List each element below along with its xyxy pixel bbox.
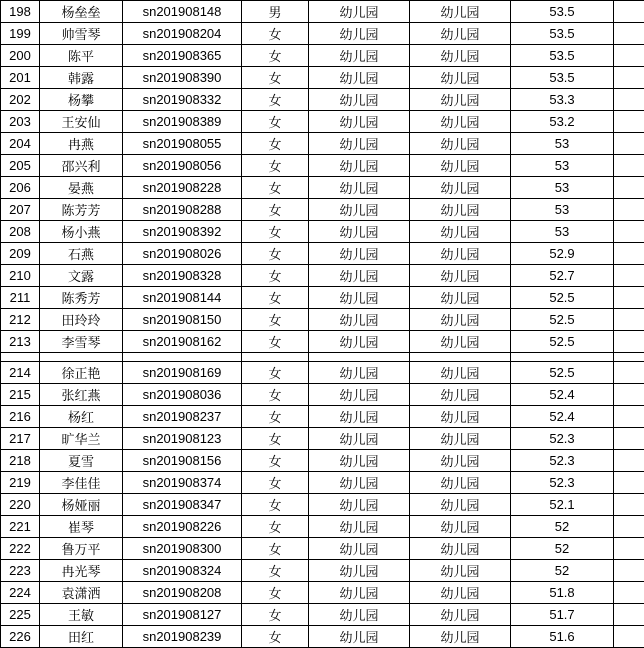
- gap-cell: [410, 353, 511, 362]
- table-row[interactable]: [1, 362, 644, 384]
- cell-note[interactable]: [614, 331, 644, 353]
- cell-score[interactable]: 53.5: [511, 1, 614, 23]
- cell-sn[interactable]: sn201908324: [123, 560, 242, 582]
- cell-subject[interactable]: 幼儿园: [410, 450, 511, 472]
- cell-subject[interactable]: 幼儿园: [410, 604, 511, 626]
- cell-gender[interactable]: 女: [242, 516, 309, 538]
- cell-index[interactable]: 202: [1, 89, 40, 111]
- cell-subject[interactable]: 幼儿园: [410, 111, 511, 133]
- cell-note[interactable]: [614, 626, 644, 648]
- table-body: [1, 1, 644, 648]
- table-row[interactable]: [1, 111, 644, 133]
- cell-note[interactable]: [614, 604, 644, 626]
- cell-subject[interactable]: 幼儿园: [410, 560, 511, 582]
- table-row[interactable]: [1, 450, 644, 472]
- cell-sn[interactable]: sn201908055: [123, 133, 242, 155]
- cell-subject[interactable]: 幼儿园: [410, 177, 511, 199]
- cell-index[interactable]: 210: [1, 265, 40, 287]
- cell-name[interactable]: 李雪琴: [40, 331, 123, 353]
- cell-name[interactable]: 邵兴利: [40, 155, 123, 177]
- cell-stage[interactable]: 幼儿园: [309, 45, 410, 67]
- cell-sn[interactable]: sn201908374: [123, 472, 242, 494]
- cell-note[interactable]: [614, 516, 644, 538]
- cell-stage[interactable]: 幼儿园: [309, 362, 410, 384]
- cell-gender[interactable]: 女: [242, 494, 309, 516]
- cell-stage[interactable]: 幼儿园: [309, 309, 410, 331]
- cell-sn[interactable]: sn201908300: [123, 538, 242, 560]
- cell-name[interactable]: 帅雪琴: [40, 23, 123, 45]
- gap-cell: [242, 353, 309, 362]
- cell-stage[interactable]: 幼儿园: [309, 472, 410, 494]
- cell-index[interactable]: 223: [1, 560, 40, 582]
- table-row[interactable]: [1, 384, 644, 406]
- cell-note[interactable]: [614, 221, 644, 243]
- cell-score[interactable]: 51.7: [511, 604, 614, 626]
- cell-stage[interactable]: 幼儿园: [309, 67, 410, 89]
- cell-stage[interactable]: 幼儿园: [309, 199, 410, 221]
- cell-gender[interactable]: 男: [242, 1, 309, 23]
- cell-note[interactable]: [614, 287, 644, 309]
- cell-gender[interactable]: 女: [242, 538, 309, 560]
- cell-index[interactable]: 206: [1, 177, 40, 199]
- cell-sn[interactable]: sn201908056: [123, 155, 242, 177]
- cell-sn[interactable]: sn201908204: [123, 23, 242, 45]
- cell-note[interactable]: [614, 45, 644, 67]
- cell-gender[interactable]: 女: [242, 604, 309, 626]
- table-row[interactable]: [1, 89, 644, 111]
- cell-stage[interactable]: 幼儿园: [309, 538, 410, 560]
- cell-name[interactable]: 崔琴: [40, 516, 123, 538]
- cell-score[interactable]: 53.2: [511, 111, 614, 133]
- cell-name[interactable]: 李佳佳: [40, 472, 123, 494]
- cell-note[interactable]: [614, 560, 644, 582]
- cell-gender[interactable]: 女: [242, 67, 309, 89]
- cell-score[interactable]: 51.8: [511, 582, 614, 604]
- cell-index[interactable]: 211: [1, 287, 40, 309]
- cell-score[interactable]: 53: [511, 177, 614, 199]
- cell-subject[interactable]: 幼儿园: [410, 287, 511, 309]
- cell-score[interactable]: 52.3: [511, 450, 614, 472]
- table-row[interactable]: [1, 428, 644, 450]
- cell-subject[interactable]: 幼儿园: [410, 362, 511, 384]
- cell-note[interactable]: [614, 1, 644, 23]
- cell-gender[interactable]: 女: [242, 309, 309, 331]
- cell-gender[interactable]: 女: [242, 406, 309, 428]
- cell-note[interactable]: [614, 155, 644, 177]
- cell-sn[interactable]: sn201908347: [123, 494, 242, 516]
- cell-sn[interactable]: sn201908288: [123, 199, 242, 221]
- cell-name[interactable]: 冉光琴: [40, 560, 123, 582]
- cell-sn[interactable]: sn201908127: [123, 604, 242, 626]
- cell-name[interactable]: 张红燕: [40, 384, 123, 406]
- table-row[interactable]: [1, 265, 644, 287]
- cell-gender[interactable]: 女: [242, 384, 309, 406]
- cell-stage[interactable]: 幼儿园: [309, 604, 410, 626]
- gap-cell: [1, 353, 40, 362]
- cell-score[interactable]: 53: [511, 199, 614, 221]
- cell-sn[interactable]: sn201908365: [123, 45, 242, 67]
- cell-subject[interactable]: 幼儿园: [410, 331, 511, 353]
- table-row[interactable]: [1, 45, 644, 67]
- cell-subject[interactable]: 幼儿园: [410, 538, 511, 560]
- cell-stage[interactable]: 幼儿园: [309, 221, 410, 243]
- cell-note[interactable]: [614, 450, 644, 472]
- cell-subject[interactable]: 幼儿园: [410, 199, 511, 221]
- table-row[interactable]: [1, 199, 644, 221]
- gap-cell: [511, 353, 614, 362]
- cell-stage[interactable]: 幼儿园: [309, 1, 410, 23]
- cell-note[interactable]: [614, 582, 644, 604]
- cell-name[interactable]: 石燕: [40, 243, 123, 265]
- cell-note[interactable]: [614, 472, 644, 494]
- cell-stage[interactable]: 幼儿园: [309, 287, 410, 309]
- cell-name[interactable]: 田红: [40, 626, 123, 648]
- cell-score[interactable]: 52.1: [511, 494, 614, 516]
- cell-score[interactable]: 53: [511, 221, 614, 243]
- cell-subject[interactable]: 幼儿园: [410, 133, 511, 155]
- cell-score[interactable]: 53: [511, 155, 614, 177]
- cell-sn[interactable]: sn201908150: [123, 309, 242, 331]
- cell-subject[interactable]: 幼儿园: [410, 384, 511, 406]
- cell-name[interactable]: 陈平: [40, 45, 123, 67]
- cell-stage[interactable]: 幼儿园: [309, 23, 410, 45]
- cell-note[interactable]: [614, 265, 644, 287]
- cell-score[interactable]: 52.5: [511, 362, 614, 384]
- cell-gender[interactable]: 女: [242, 23, 309, 45]
- cell-gender[interactable]: 女: [242, 287, 309, 309]
- table-row[interactable]: [1, 538, 644, 560]
- cell-note[interactable]: [614, 309, 644, 331]
- cell-score[interactable]: 53.3: [511, 89, 614, 111]
- cell-subject[interactable]: 幼儿园: [410, 406, 511, 428]
- cell-stage[interactable]: 幼儿园: [309, 626, 410, 648]
- cell-gender[interactable]: 女: [242, 199, 309, 221]
- cell-index[interactable]: 199: [1, 23, 40, 45]
- cell-name[interactable]: 杨攀: [40, 89, 123, 111]
- gap-cell: [309, 353, 410, 362]
- cell-gender[interactable]: 女: [242, 265, 309, 287]
- table-row[interactable]: [1, 626, 644, 648]
- cell-gender[interactable]: 女: [242, 111, 309, 133]
- cell-index[interactable]: 204: [1, 133, 40, 155]
- cell-stage[interactable]: 幼儿园: [309, 155, 410, 177]
- table-row[interactable]: [1, 177, 644, 199]
- table-row[interactable]: [1, 309, 644, 331]
- cell-note[interactable]: [614, 406, 644, 428]
- cell-index[interactable]: 208: [1, 221, 40, 243]
- cell-gender[interactable]: 女: [242, 428, 309, 450]
- cell-index[interactable]: 201: [1, 67, 40, 89]
- cell-gender[interactable]: 女: [242, 472, 309, 494]
- cell-note[interactable]: [614, 23, 644, 45]
- cell-index[interactable]: 216: [1, 406, 40, 428]
- cell-name[interactable]: 鲁万平: [40, 538, 123, 560]
- table-row[interactable]: [1, 287, 644, 309]
- cell-score[interactable]: 52.5: [511, 331, 614, 353]
- cell-index[interactable]: 225: [1, 604, 40, 626]
- cell-stage[interactable]: 幼儿园: [309, 265, 410, 287]
- cell-index[interactable]: 214: [1, 362, 40, 384]
- cell-score[interactable]: 52: [511, 538, 614, 560]
- cell-stage[interactable]: 幼儿园: [309, 450, 410, 472]
- cell-subject[interactable]: 幼儿园: [410, 516, 511, 538]
- cell-stage[interactable]: 幼儿园: [309, 243, 410, 265]
- cell-index[interactable]: 203: [1, 111, 40, 133]
- cell-sn[interactable]: sn201908332: [123, 89, 242, 111]
- cell-score[interactable]: 53.5: [511, 45, 614, 67]
- table-row[interactable]: [1, 23, 644, 45]
- cell-gender[interactable]: 女: [242, 560, 309, 582]
- cell-name[interactable]: 杨垒垒: [40, 1, 123, 23]
- cell-sn[interactable]: sn201908148: [123, 1, 242, 23]
- cell-gender[interactable]: 女: [242, 450, 309, 472]
- cell-name[interactable]: 杨小燕: [40, 221, 123, 243]
- cell-name[interactable]: 夏雪: [40, 450, 123, 472]
- table-row[interactable]: [1, 604, 644, 626]
- cell-stage[interactable]: 幼儿园: [309, 177, 410, 199]
- cell-note[interactable]: [614, 111, 644, 133]
- cell-subject[interactable]: 幼儿园: [410, 23, 511, 45]
- cell-note[interactable]: [614, 538, 644, 560]
- cell-score[interactable]: 52: [511, 516, 614, 538]
- cell-subject[interactable]: 幼儿园: [410, 428, 511, 450]
- cell-stage[interactable]: 幼儿园: [309, 560, 410, 582]
- table-row[interactable]: [1, 560, 644, 582]
- cell-note[interactable]: [614, 89, 644, 111]
- cell-stage[interactable]: 幼儿园: [309, 494, 410, 516]
- cell-score[interactable]: 52: [511, 560, 614, 582]
- cell-name[interactable]: 韩露: [40, 67, 123, 89]
- cell-stage[interactable]: 幼儿园: [309, 384, 410, 406]
- cell-name[interactable]: 袁潇洒: [40, 582, 123, 604]
- cell-name[interactable]: 陈芳芳: [40, 199, 123, 221]
- cell-sn[interactable]: sn201908239: [123, 626, 242, 648]
- cell-sn[interactable]: sn201908123: [123, 428, 242, 450]
- cell-subject[interactable]: 幼儿园: [410, 67, 511, 89]
- cell-stage[interactable]: 幼儿园: [309, 582, 410, 604]
- cell-gender[interactable]: 女: [242, 89, 309, 111]
- cell-note[interactable]: [614, 67, 644, 89]
- cell-note[interactable]: [614, 362, 644, 384]
- cell-score[interactable]: 52.4: [511, 384, 614, 406]
- cell-name[interactable]: 冉燕: [40, 133, 123, 155]
- row-gap: [1, 353, 644, 362]
- gap-cell: [40, 353, 123, 362]
- cell-name[interactable]: 徐正艳: [40, 362, 123, 384]
- cell-index[interactable]: 205: [1, 155, 40, 177]
- cell-sn[interactable]: sn201908144: [123, 287, 242, 309]
- cell-stage[interactable]: 幼儿园: [309, 331, 410, 353]
- cell-score[interactable]: 53: [511, 133, 614, 155]
- cell-index[interactable]: 222: [1, 538, 40, 560]
- cell-sn[interactable]: sn201908237: [123, 406, 242, 428]
- cell-note[interactable]: [614, 177, 644, 199]
- cell-index[interactable]: 220: [1, 494, 40, 516]
- cell-sn[interactable]: sn201908389: [123, 111, 242, 133]
- cell-gender[interactable]: 女: [242, 221, 309, 243]
- table-row[interactable]: [1, 406, 644, 428]
- cell-note[interactable]: [614, 384, 644, 406]
- cell-subject[interactable]: 幼儿园: [410, 1, 511, 23]
- cell-index[interactable]: 226: [1, 626, 40, 648]
- cell-sn[interactable]: sn201908208: [123, 582, 242, 604]
- cell-subject[interactable]: 幼儿园: [410, 89, 511, 111]
- table-row[interactable]: [1, 155, 644, 177]
- cell-index[interactable]: 219: [1, 472, 40, 494]
- gap-cell: [614, 353, 644, 362]
- cell-stage[interactable]: 幼儿园: [309, 406, 410, 428]
- cell-name[interactable]: 晏燕: [40, 177, 123, 199]
- cell-score[interactable]: 52.3: [511, 428, 614, 450]
- cell-gender[interactable]: 女: [242, 331, 309, 353]
- cell-index[interactable]: 200: [1, 45, 40, 67]
- cell-sn[interactable]: sn201908328: [123, 265, 242, 287]
- cell-name[interactable]: 王敏: [40, 604, 123, 626]
- cell-stage[interactable]: 幼儿园: [309, 111, 410, 133]
- cell-subject[interactable]: 幼儿园: [410, 626, 511, 648]
- cell-score[interactable]: 53.5: [511, 23, 614, 45]
- cell-subject[interactable]: 幼儿园: [410, 582, 511, 604]
- table-row[interactable]: [1, 582, 644, 604]
- cell-sn[interactable]: sn201908390: [123, 67, 242, 89]
- cell-gender[interactable]: 女: [242, 45, 309, 67]
- table-row[interactable]: [1, 133, 644, 155]
- cell-stage[interactable]: 幼儿园: [309, 428, 410, 450]
- cell-score[interactable]: 53.5: [511, 67, 614, 89]
- cell-sn[interactable]: sn201908226: [123, 516, 242, 538]
- table-row[interactable]: [1, 221, 644, 243]
- cell-gender[interactable]: 女: [242, 177, 309, 199]
- cell-score[interactable]: 52.5: [511, 287, 614, 309]
- cell-note[interactable]: [614, 243, 644, 265]
- cell-subject[interactable]: 幼儿园: [410, 45, 511, 67]
- cell-stage[interactable]: 幼儿园: [309, 133, 410, 155]
- cell-subject[interactable]: 幼儿园: [410, 494, 511, 516]
- cell-subject[interactable]: 幼儿园: [410, 265, 511, 287]
- cell-score[interactable]: 52.4: [511, 406, 614, 428]
- table-row[interactable]: [1, 331, 644, 353]
- cell-score[interactable]: 52.7: [511, 265, 614, 287]
- table-row[interactable]: [1, 516, 644, 538]
- cell-note[interactable]: [614, 133, 644, 155]
- cell-score[interactable]: 52.3: [511, 472, 614, 494]
- cell-index[interactable]: 212: [1, 309, 40, 331]
- cell-index[interactable]: 198: [1, 1, 40, 23]
- cell-name[interactable]: 王安仙: [40, 111, 123, 133]
- cell-gender[interactable]: 女: [242, 243, 309, 265]
- cell-subject[interactable]: 幼儿园: [410, 472, 511, 494]
- cell-name[interactable]: 旷华兰: [40, 428, 123, 450]
- table-row[interactable]: [1, 243, 644, 265]
- cell-index[interactable]: 215: [1, 384, 40, 406]
- table-row[interactable]: [1, 494, 644, 516]
- cell-sn[interactable]: sn201908156: [123, 450, 242, 472]
- cell-stage[interactable]: 幼儿园: [309, 89, 410, 111]
- cell-sn[interactable]: sn201908169: [123, 362, 242, 384]
- cell-gender[interactable]: 女: [242, 626, 309, 648]
- cell-sn[interactable]: sn201908162: [123, 331, 242, 353]
- cell-index[interactable]: 207: [1, 199, 40, 221]
- table-row[interactable]: [1, 472, 644, 494]
- cell-sn[interactable]: sn201908392: [123, 221, 242, 243]
- cell-gender[interactable]: 女: [242, 582, 309, 604]
- table-row[interactable]: [1, 67, 644, 89]
- cell-score[interactable]: 51.6: [511, 626, 614, 648]
- cell-index[interactable]: 221: [1, 516, 40, 538]
- cell-sn[interactable]: sn201908036: [123, 384, 242, 406]
- cell-subject[interactable]: 幼儿园: [410, 243, 511, 265]
- cell-gender[interactable]: 女: [242, 362, 309, 384]
- table-row[interactable]: [1, 1, 644, 23]
- cell-name[interactable]: 杨娅丽: [40, 494, 123, 516]
- cell-stage[interactable]: 幼儿园: [309, 516, 410, 538]
- cell-subject[interactable]: 幼儿园: [410, 155, 511, 177]
- cell-index[interactable]: 218: [1, 450, 40, 472]
- cell-index[interactable]: 213: [1, 331, 40, 353]
- cell-name[interactable]: 杨红: [40, 406, 123, 428]
- cell-score[interactable]: 52.5: [511, 309, 614, 331]
- cell-name[interactable]: 陈秀芳: [40, 287, 123, 309]
- cell-gender[interactable]: 女: [242, 155, 309, 177]
- cell-index[interactable]: 209: [1, 243, 40, 265]
- cell-note[interactable]: [614, 199, 644, 221]
- gap-cell: [123, 353, 242, 362]
- cell-index[interactable]: 217: [1, 428, 40, 450]
- cell-gender[interactable]: 女: [242, 133, 309, 155]
- cell-score[interactable]: 52.9: [511, 243, 614, 265]
- cell-note[interactable]: [614, 428, 644, 450]
- cell-name[interactable]: 田玲玲: [40, 309, 123, 331]
- cell-note[interactable]: [614, 494, 644, 516]
- cell-sn[interactable]: sn201908026: [123, 243, 242, 265]
- cell-name[interactable]: 文露: [40, 265, 123, 287]
- cell-subject[interactable]: 幼儿园: [410, 309, 511, 331]
- cell-subject[interactable]: 幼儿园: [410, 221, 511, 243]
- cell-index[interactable]: 224: [1, 582, 40, 604]
- cell-sn[interactable]: sn201908228: [123, 177, 242, 199]
